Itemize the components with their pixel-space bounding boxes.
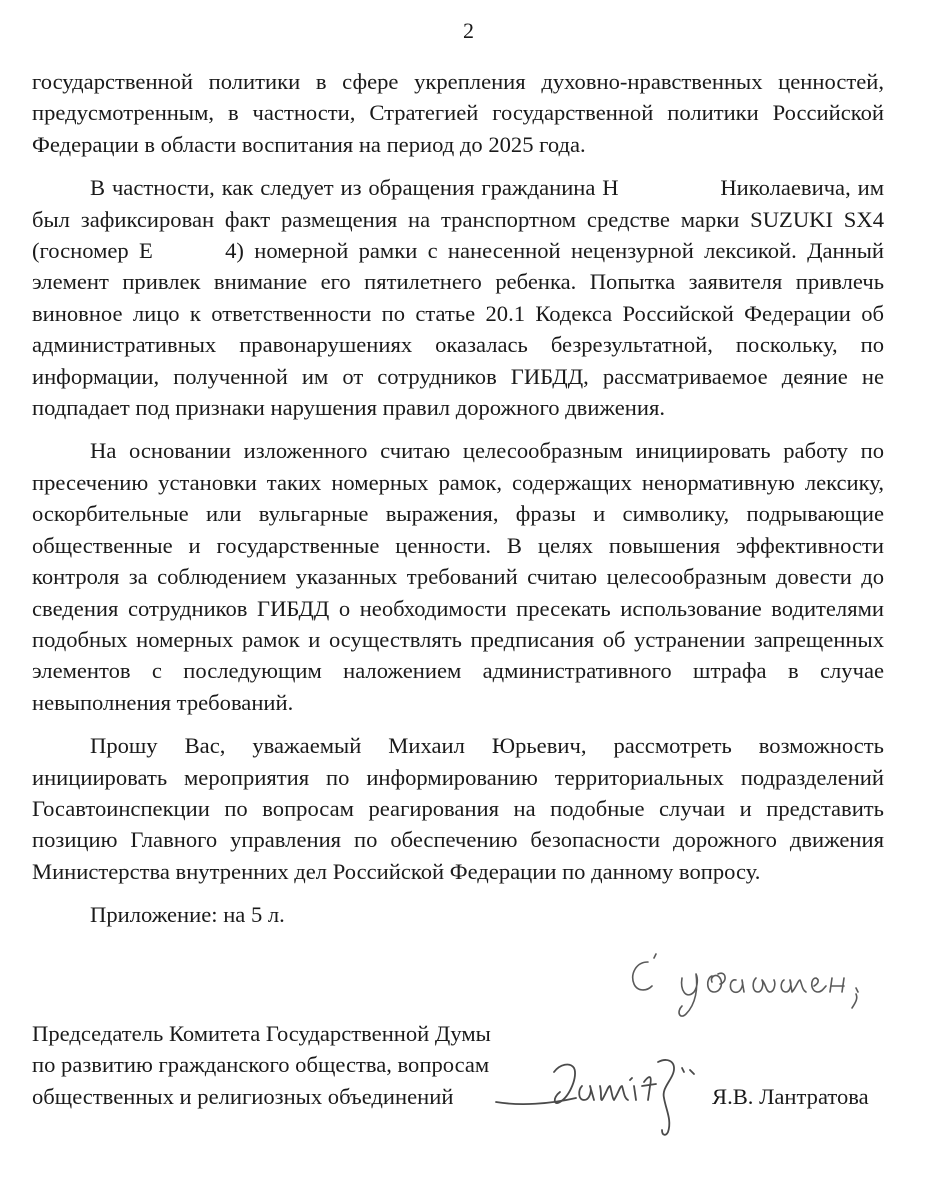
paragraph-citizen-complaint [32, 172, 884, 423]
signer-position [32, 1018, 552, 1112]
paragraph-request: Прошу Вас, уважаемый Михаил Юрьевич, рассмотреть возможность инициировать мероприятия по информированию территориальных подразделений Госавтоинспекции по вопросам реагирования на подобные случаи и представить позицию Главного управления по обеспечению безопасности дорожного движения Министерства внутренних дел Российской Федерации по данному вопросу. [32, 733, 884, 884]
redacted-surname [619, 179, 714, 202]
signer-position-line-1: Председатель Комитета Государственной Думы [32, 1021, 491, 1046]
letter-body [32, 66, 884, 943]
redacted-plate-number [153, 242, 225, 265]
handwritten-signature [490, 1040, 720, 1140]
signer-name: Я.В. Лантратова [712, 1084, 869, 1109]
paragraph-proposal: На основании изложенного считаю целесообразным инициировать работу по пресечению установки таких номерных рамок, содержащих ненормативную лексику, оскорбительные или вульгарные выражения, фразы и символику, подрывающие общественные и государственные ценности. В целях повышения эффективности контроля за соблюдением указанных требований считаю целесообразным довести до сведения сотрудников ГИБДД о необходимости пресекать использование водителями подобных номерных рамок и осуществлять предписания об устранении запрещенных элементов с последующим наложением административного штрафа в случае невыполнения требований. [32, 438, 884, 715]
complaint-text-end: 4) номерной рамки с нанесенной нецензурной лексикой. Данный элемент привлек внимание его пятилетнего ребенка. Попытка заявителя привлечь виновное лицо к ответственности по статье 20.1 Кодекса Российской Федерации об административных правонарушениях оказалась безрезультатной, поскольку, по информации, полученной им от сотрудников ГИБДД, рассматриваемое деяние не подпадает под признаки нарушения правил дорожного движения. [32, 238, 884, 421]
handwritten-greeting [620, 948, 920, 1028]
paragraph-continuation: государственной политики в сфере укрепления духовно-нравственных ценностей, предусмотренным, в частности, Стратегией государственной политики Российской Федерации в области воспитания на период до 2025 года. [32, 69, 884, 157]
page-number: 2 [463, 18, 474, 43]
appendix-note: Приложение: на 5 л. [90, 902, 285, 928]
complaint-text-start: В частности, как следует из обращения гражданина Н [90, 175, 619, 201]
signer-position-line-2: по развитию гражданского общества, вопросам [32, 1052, 490, 1078]
signer-position-line-3: общественных и религиозных объединений [32, 1083, 454, 1109]
complaint-text-middle: Николаевича, им был зафиксирован факт размещения на транспортном средстве марки SUZUKI SX4 (госномер Е [32, 175, 884, 264]
